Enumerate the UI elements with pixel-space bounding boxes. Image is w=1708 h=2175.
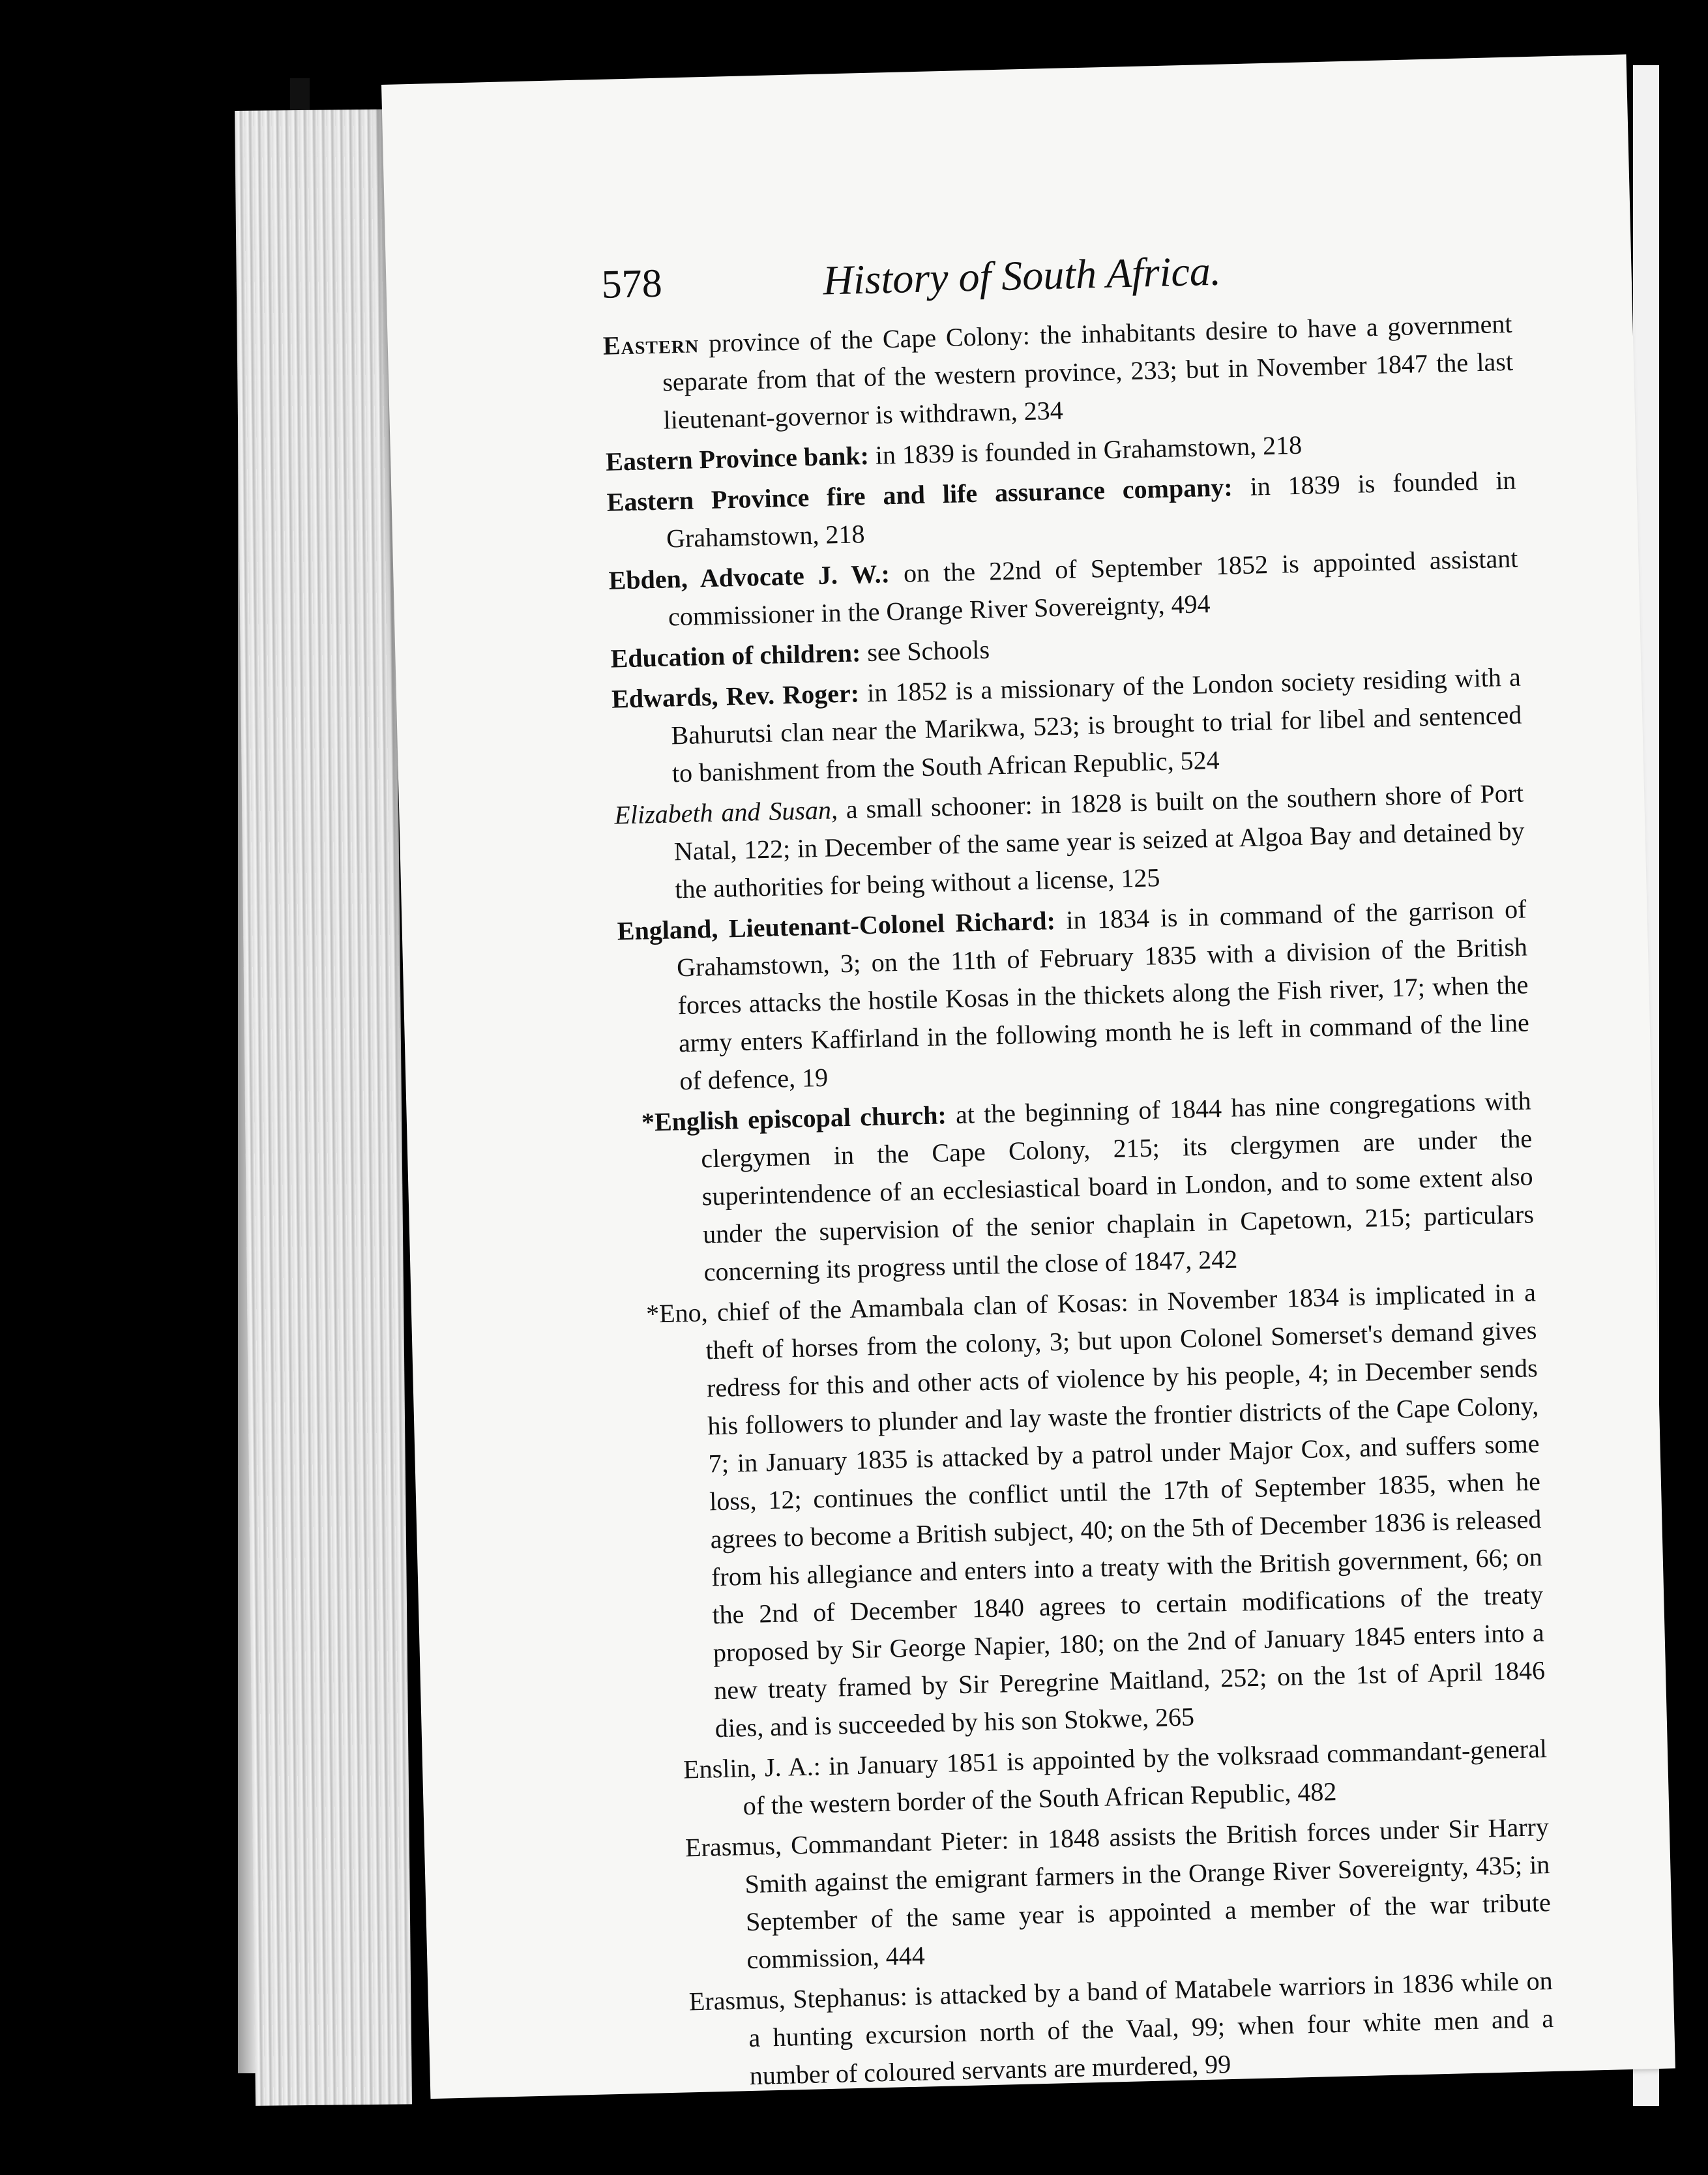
entry-text: in November 1834 is implicated in a theft of horses from the colony, 3; but upon Colonel Somerset's demand gives redress for this and other acts of violence by his people, 4; in December sends his followers to plunder and lay waste the frontier districts of the Cape Colony, 7; in January 1835 is attacked by a patrol under Major Cox, and suffers some loss, 12; continues the conflict until the 17th of September 1835, when he agrees to become a British subject, 40; on the 5th of December 1836 is released from his allegiance and enters into a treaty with the British government, 66; on the 2nd of December 1840 agrees to certain modifications of the treaty proposed by Sir George Napier, 180; on the 2nd of January 1845 enters into a new treaty framed by Sir Peregrine Maitland, 252; on the 1st of April 1846 dies, and is succeeded by his son Stokwe, 265 (705, 1277, 1546, 1743)
entry-text: in 1839 is founded in Grahamstown, 218 (868, 430, 1303, 470)
page-number: 578 (600, 261, 663, 307)
entry-text: on the 22nd of September 1852 is appointed assistant commissioner in the Orange River Sovereignty, 494 (668, 543, 1518, 632)
entry-text: see Schools (860, 634, 990, 668)
entry-head: Enslin, J. A.: (683, 1751, 821, 1784)
entry-head: England, Lieutenant-Colonel Richard: (617, 906, 1056, 946)
entry-text: is attacked by a band of Matabele warriors in 1836 while on a hunting excursion north of the Vaal, 99; when four white men and a number of coloured servants are murdered, 99 (748, 1965, 1554, 2091)
entry-head: Edwards, Rev. Roger: (611, 678, 860, 714)
index-entry (685, 1808, 1552, 1980)
entry-text: in January 1851 is appointed by the volksraad commandant-general of the western border of the South African Republic, 482 (743, 1734, 1548, 1821)
entry-text: in 1839 is founded in Grahamstown, 218 (666, 465, 1516, 554)
entry-text: at the beginning of 1844 has nine congregations with clergymen in the Cape Colony, 215; its clergymen are under the superintendence of an ecclesiastical board in London, and to some extent also under the supervision of the senior chaplain in Capetown, 215; particulars concerning its progress until the close of 1847, 242 (700, 1086, 1535, 1287)
entry-text: province of the Cape Colony: the inhabitants desire to have a government separate from that of the western province, 233; but in November 1847 the last lieutenant-governor is withdrawn, 234 (662, 308, 1514, 435)
index-entry (611, 658, 1523, 794)
page-header (601, 241, 1450, 314)
stacked-page-edges (235, 109, 412, 2105)
entry-text: in 1834 is in command of the garrison of Grahamstown, 3; on the 11th of February 1835 with a division of the British forces attacks the hostile Kosas in the thickets along the Fish river, 17; when the army enters Kaffirland in the following month he is left in command of the line of defence, 19 (676, 894, 1530, 1096)
entry-head: Erasmus, Commandant Pieter: (685, 1825, 1009, 1863)
entry-text: in 1848 assists the British forces under Sir Harry Smith against the emigrant farmers in the Orange River Sovereignty, 435; in September of the same year is appointed a member of the war tribute commission, 444 (744, 1812, 1552, 1975)
index-entry (617, 890, 1531, 1101)
entry-text: a small schooner: in 1828 is built on the southern shore of Port Natal, 122; in December of the same year is seized at Algoa Bay and detained by the authorities for being without a license, 125 (673, 778, 1525, 904)
index-entry (645, 1273, 1546, 1749)
entry-head: *English episcopal church: (641, 1100, 947, 1137)
entry-head: Eastern Province bank: (605, 440, 870, 477)
index-entries (602, 305, 1555, 2100)
entry-head: Erasmus, Stephanus: (688, 1981, 908, 2017)
entry-head: Eastern (602, 329, 699, 361)
entry-head: *Eno, chief of the Amambala clan of Kosas: (645, 1287, 1129, 1329)
entry-head: Education of children: (610, 638, 861, 673)
index-entry (602, 305, 1514, 441)
index-entry (614, 775, 1526, 910)
entry-head: Eastern Province fire and life assurance company: (606, 472, 1233, 517)
entry-head: Ebden, Advocate J. W.: (608, 559, 891, 595)
index-entry (641, 1082, 1535, 1292)
entry-text: in 1852 is a missionary of the London society residing with a Bahurutsi clan near the Marikwa, 523; is brought to trial for libel and sentenced to banishment from the South African Republic, 524 (670, 662, 1522, 788)
entry-head: Elizabeth and Susan, (613, 795, 838, 830)
index-entry (688, 1962, 1555, 2096)
running-title: History of South Africa. (822, 247, 1222, 304)
book-page (381, 54, 1675, 2099)
